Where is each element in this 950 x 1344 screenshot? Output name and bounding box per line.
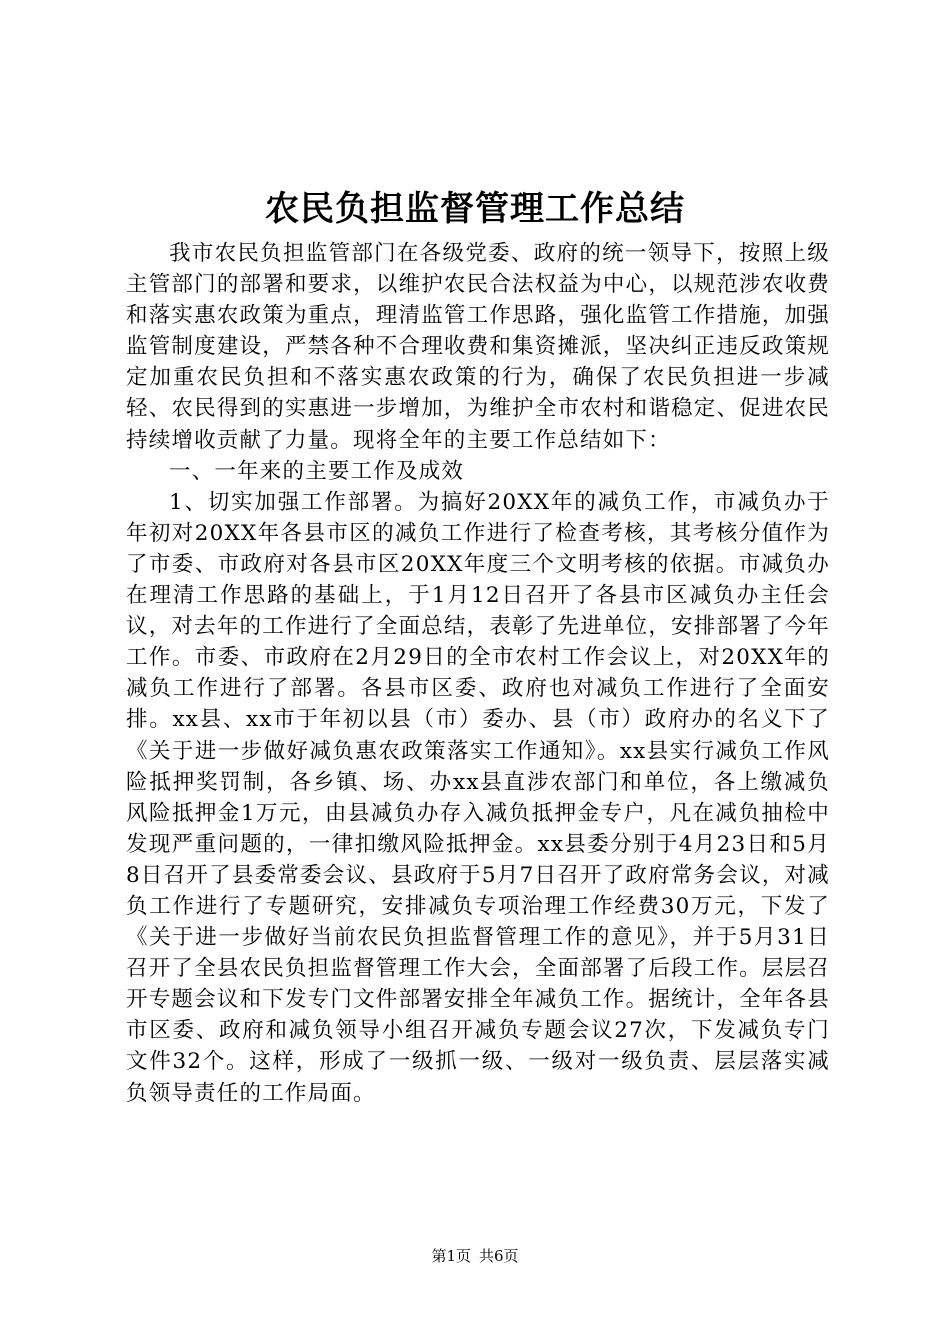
section-heading: 一、一年来的主要工作及成效 [169, 458, 465, 484]
body-paragraph: 1、切实加强工作部署。为搞好20XX年的减负工作，市减负办于年初对20XX年各县市区的减负工作进行了检查考核，其考核分值作为了市委、市政府对各县市区20XX年度三个文明考核的依据。市减负办在理清工作思路的基础上，于1月12日召开了各县市区减负办主任会议，对去年的工作进行了全面总结，表彰了先进单位，安排部署了今年工作。市委、市政府在2月29日的全市农村工作会议上，对20XX年的减负工作进行了部署。各县市区委、政府也对减负工作进行了全面安排。xx县、xx市于年初以县（市）委办、县（市）政府办的名义下了《关于进一步做好减负惠农政策落实工作通知》。xx县实行减负工作风险抵押奖罚制，各乡镇、场、办xx县直涉农部门和单位，各上缴减负风险抵押金1万元，由县减负办存入减负抵押金专户，凡在减负抽检中发现严重问题的，一律扣缴风险抵押金。xx县委分别于4月23日和5月8日召开了县委常委会议、县政府于5月7日召开了政府常务会议，对减负工作进行了专题研究，安排减负专项治理工作经费30万元，下发了《关于进一步做好当前农民负担监督管理工作的意见》，并于5月31日召开了全县农民负担监督管理工作大会，全面部署了后段工作。层层召开专题会议和下发专门文件部署安排全年减负工作。据统计，全年各县市区委、政府和减负领导小组召开减负专题会议27次，下发减负专门文件32个。这样，形成了一级抓一级、一级对一级负责、层层落实减负领导责任的工作局面。 [126, 489, 830, 1106]
intro-paragraph: 我市农民负担监管部门在各级党委、政府的统一领导下，按照上级主管部门的部署和要求，以维护农民合法权益为中心，以规范涉农收费和落实惠农政策为重点，理清监管工作思路，强化监管工作措施，加强监管制度建设，严禁各种不合理收费和集资摊派，坚决纠正违反政策规定加重农民负担和不落实惠农政策的行为，确保了农民负担进一步减轻、农民得到的实惠进一步增加，为维护全市农村和谐稳定、促进农民持续增收贡献了力量。现将全年的主要工作总结如下： [126, 241, 830, 453]
page-number: 第1页 [431, 1247, 471, 1265]
page-footer [0, 1246, 950, 1266]
document-body [126, 238, 830, 1109]
page-total: 共6页 [479, 1247, 519, 1265]
document-title: 农民负担监督管理工作总结 [265, 189, 685, 229]
